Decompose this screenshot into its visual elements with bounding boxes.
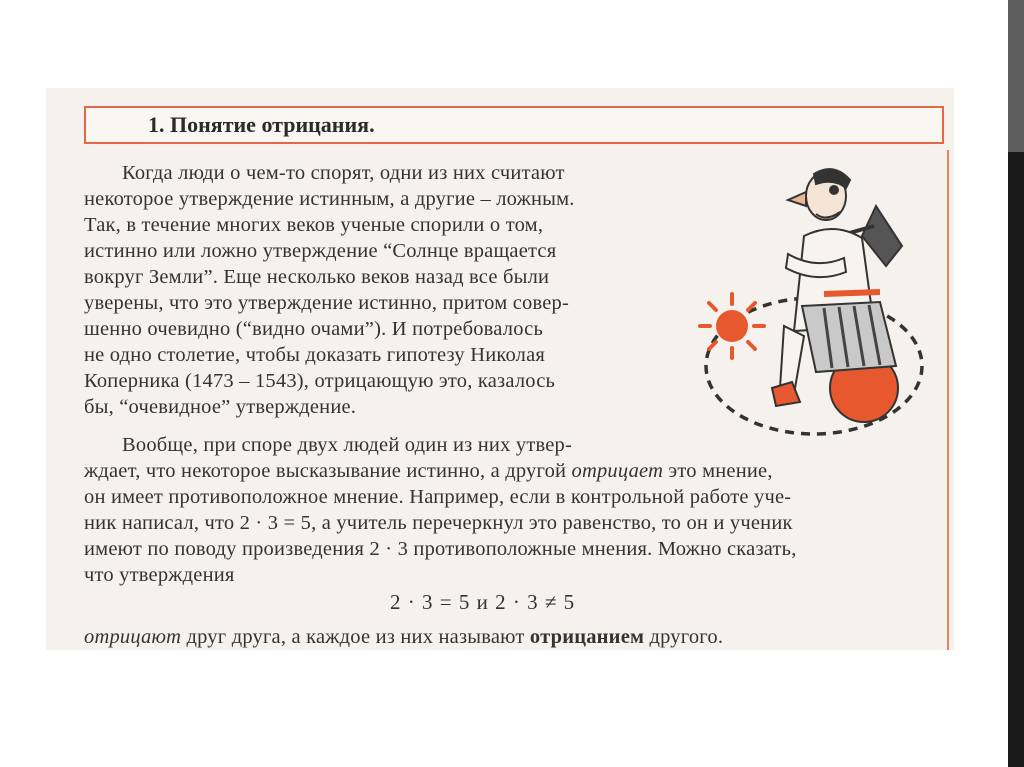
emphasis-word: отрицают [84,626,182,648]
emphasis-word: отрицает [571,460,664,482]
text-line [84,624,723,650]
text-line: Так, в течение многих веков ученые спорили о том, [84,214,544,236]
text-line: Когда люди о чем-то спорят, одни из них считают [122,162,565,184]
text-line: имеют по поводу произведения 2 · 3 противоположные мнения. Можно сказать, [84,538,797,560]
text-span: другого. [644,626,724,648]
page-margin-rule [947,150,949,650]
text-line: он имеет противоположное мнение. Например, если в контрольной работе учe- [84,486,792,508]
text-line: истинно или ложно утверждение “Солнце вращается [84,240,557,262]
text-line: шенно очевидно (“видно очами”). И потребовалось [84,318,543,340]
text-line: Коперника (1473 – 1543), отрицающую это, казалось [84,370,556,392]
text-line: не одно столетие, чтобы доказать гипотезу Николая [84,344,546,366]
text-line: вокруг Земли”. Еще несколько веков назад все были [84,266,550,288]
text-span: это мнение, [663,460,773,482]
text-line: уверены, что это утверждение истинно, притом совер- [84,292,570,314]
text-line: Вообще, при споре двух людей один из них утвер- [122,434,573,456]
text-span: ждает, что некоторое высказывание истинно, а другой [84,460,572,482]
text-line: некоторое утверждение истинным, а другие – ложным. [84,188,575,210]
astronomer-illustration [684,166,944,446]
slide-edge-bar-dark [1008,152,1024,767]
formula: 2 · 3 = 5 и 2 · 3 ≠ 5 [390,590,576,614]
text-span: друг друга, а каждое из них называют [181,626,530,648]
text-line: ник написал, что 2 · 3 = 5, а учитель перечеркнул это равенство, то он и ученик [84,512,793,534]
text-line: бы, “очевидное” утверждение. [84,396,357,418]
section-title: 1. Понятие отрицания. [148,112,375,137]
text-line [84,458,773,484]
bold-term: отрицанием [529,626,645,648]
text-line: что утверждения [84,564,235,586]
sun-icon [700,294,764,358]
